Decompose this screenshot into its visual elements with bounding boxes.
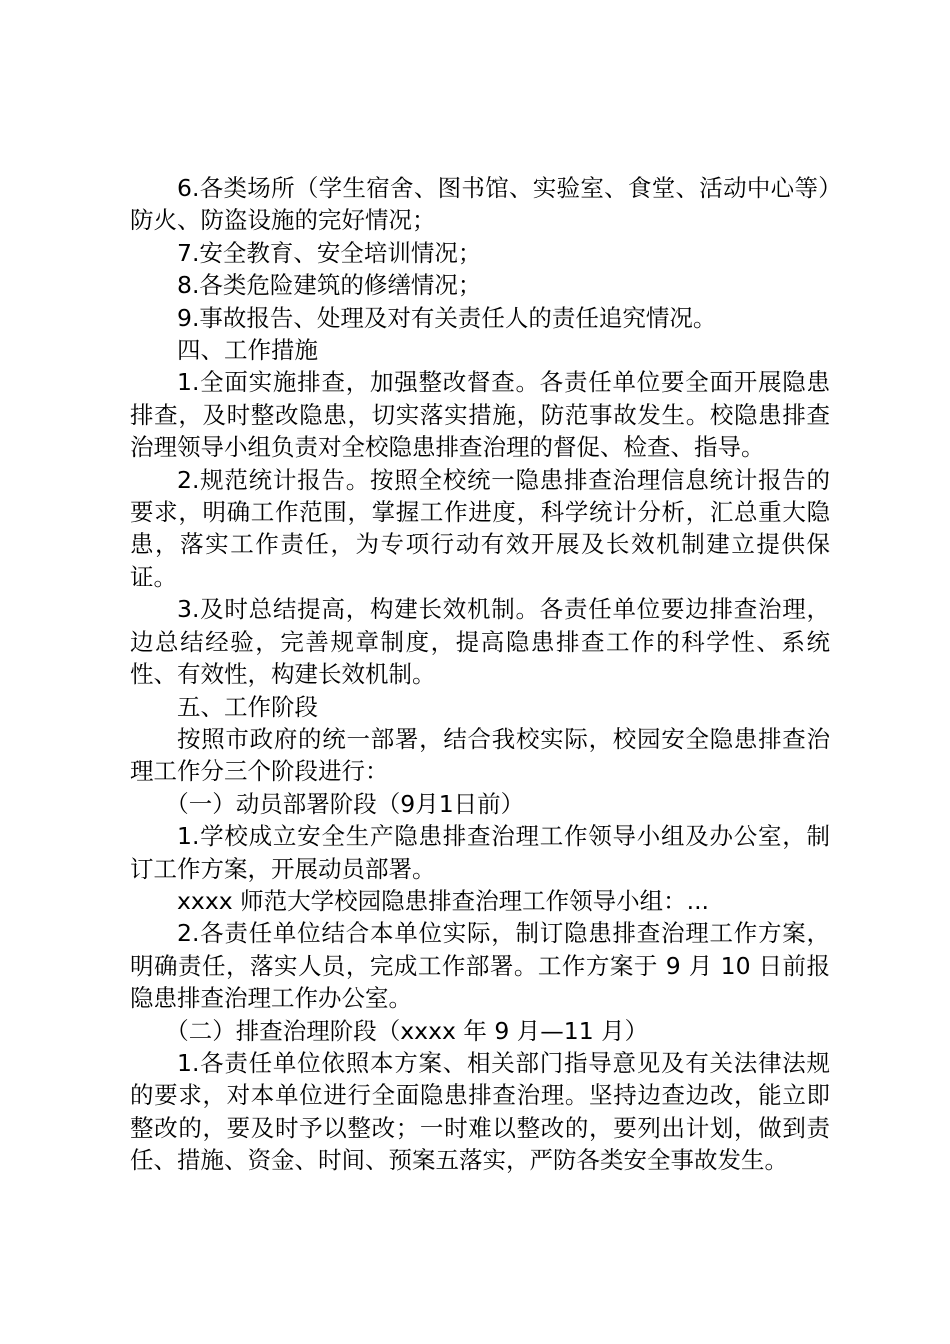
section-heading-stages: 五、工作阶段 — [177, 692, 318, 721]
paragraph-measure-2: 2.规范统计报告。按照全校统一隐患排查治理信息统计报告的要求，明确工作范围，掌握工作进度，科学统计分析，汇总重大隐患，落实工作责任，为专项行动有效开展及长效机制建立提供保证。 — [130, 465, 830, 591]
paragraph-stage1-item-2: 2.各责任单位结合本单位实际，制订隐患排查治理工作方案，明确责任，落实人员，完成工作部署。工作方案于 9 月 10 日前报隐患排查治理工作办公室。 — [130, 919, 830, 1013]
paragraph-stage2-item-1: 1.各责任单位依照本方案、相关部门指导意见及有关法律法规的要求，对本单位进行全面隐患排查治理。坚持边查边改，能立即整改的，要及时予以整改；一时难以整改的，要列出计划，做到责任、措施、资金、时间、预案五落实，严防各类安全事故发生。 — [130, 1048, 830, 1175]
document-page — [130, 172, 830, 1177]
paragraph-item-7: 7.安全教育、安全培训情况； — [177, 238, 482, 267]
paragraph-measure-1: 1.全面实施排查，加强整改督查。各责任单位要全面开展隐患排查，及时整改隐患，切实落实措施，防范事故发生。校隐患排查治理领导小组负责对全校隐患排查治理的督促、检查、指导。 — [130, 368, 830, 462]
subheading-stage-1: （一）动员部署阶段（9月1日前） — [165, 789, 525, 818]
paragraph-stages-intro: 按照市政府的统一部署，结合我校实际，校园安全隐患排查治理工作分三个阶段进行： — [130, 724, 830, 786]
section-heading-measures: 四、工作措施 — [177, 336, 318, 365]
paragraph-item-8: 8.各类危险建筑的修缮情况； — [177, 271, 482, 300]
paragraph-stage1-item-1: 1.学校成立安全生产隐患排查治理工作领导小组及办公室，制订工作方案，开展动员部署。 — [130, 822, 830, 883]
paragraph-leadership-group: xxxx 师范大学校园隐患排查治理工作领导小组：... — [177, 886, 710, 915]
paragraph-item-9: 9.事故报告、处理及对有关责任人的责任追究情况。 — [177, 303, 717, 332]
paragraph-measure-3: 3.及时总结提高，构建长效机制。各责任单位要边排查治理，边总结经验，完善规章制度，提高隐患排查工作的科学性、系统性、有效性，构建长效机制。 — [130, 595, 830, 689]
subheading-stage-2: （二）排查治理阶段（xxxx 年 9 月—11 月） — [165, 1016, 649, 1045]
paragraph-item-6: 6.各类场所（学生宿舍、图书馆、实验室、食堂、活动中心等）防火、防盗设施的完好情况； — [130, 174, 830, 235]
